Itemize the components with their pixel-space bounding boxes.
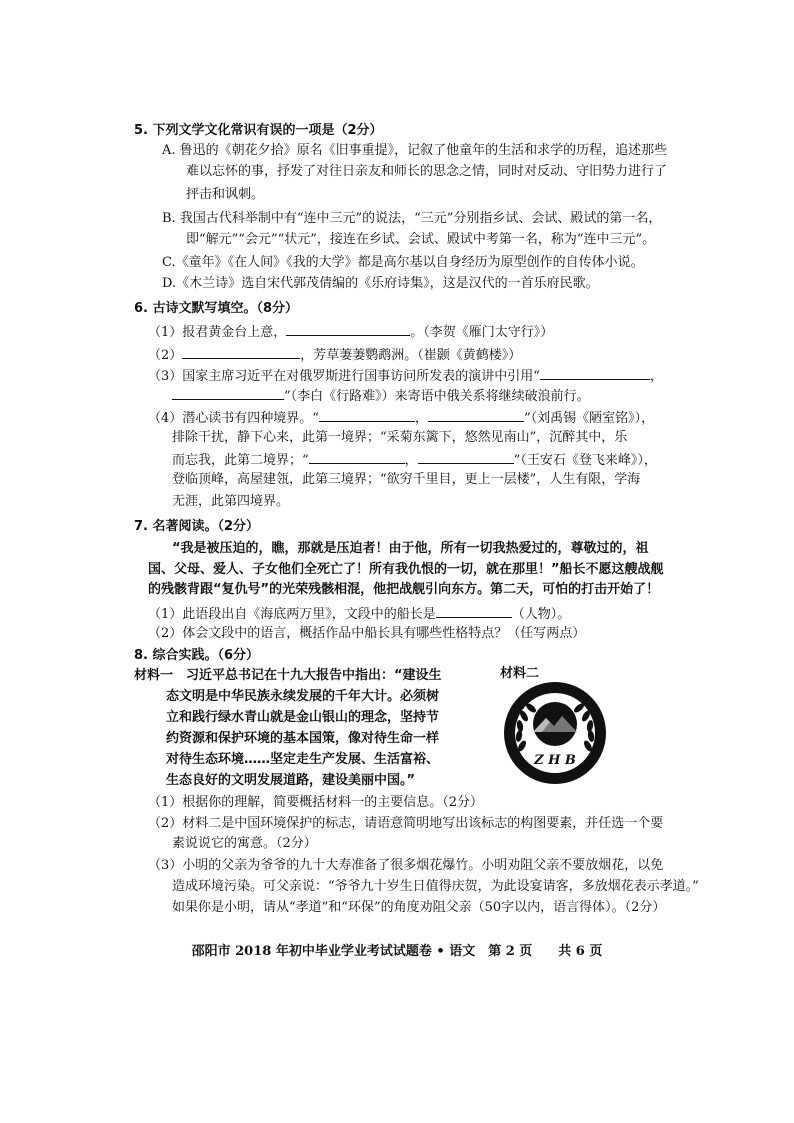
answer-blank[interactable] [428, 407, 524, 422]
q8-material-1-line1: 材料一 习近平总书记在十九大报告中指出：“建设生 [134, 668, 442, 683]
q5-option-d: D.《木兰诗》选自宋代郭茂倩编的《乐府诗集》，这是汉代的一首乐府民歌。 [162, 276, 599, 291]
q6-item-4-line2: 排除干扰，静下心来，此第一境界；“采菊东篱下，悠然见南山”，沉醉其中，乐 [172, 430, 628, 445]
q6-item-4-line1: （4）潜心读书有四种境界。“ ， ”（刘禹锡《陋室铭》）， [148, 407, 654, 429]
q8-item-1: （1）根据你的理解，简要概括材料一的主要信息。（2分） [148, 795, 484, 810]
q5-option-a-line2: 难以忘怀的事，抒发了对往日亲友和师长的思念之情，同时对反动、守旧势力进行了 [186, 164, 668, 179]
question-5-title: 5. 下列文学文化常识有误的一项是（2分） [134, 123, 383, 138]
answer-blank[interactable] [540, 365, 650, 380]
page-footer: 邵阳市 2018 年初中毕业学业考试试题卷 • 语文 第 2 页 共 6 页 [191, 944, 603, 959]
q6-item-4-line4: 登临顶峰，高屋建瓴，此第三境界；“欲穷千里目，更上一层楼”，人生有限，学海 [172, 472, 641, 487]
q5-option-b-line2: 即“解元”“会元”“状元”，接连在乡试、会试、殿试中考第一名，称为“连中三元”。 [186, 232, 656, 247]
q6-item-3-line1: （3）国家主席习近平在对俄罗斯进行国事访问所发表的演讲中引用“ ， [148, 365, 663, 387]
q8-item-3-line1: （3）小明的父亲为爷爷的九十大寿准备了很多烟花爆竹。小明劝阻父亲不要放烟花，以免 [148, 858, 664, 873]
q6-item-2: （2） ，芳草萋萋鹦鹉洲。（崔颢《黄鹤楼》） [148, 344, 521, 366]
q8-material-1-line3: 立和践行绿水青山就是金山银山的理念，坚持节 [166, 710, 440, 725]
q5-option-b-line1: B. 我国古代科举制中有“连中三元”的说法，“三元”分别指乡试、会试、殿试的第一名， [162, 211, 662, 226]
q7-passage-line1: “我是被压迫的，瞧，那就是压迫者！由于他，所有一切我热爱过的，尊敬过的，祖 [172, 541, 649, 556]
logo-letters: Z H B [534, 753, 576, 768]
zhb-environmental-logo [502, 680, 608, 786]
q8-material-1-line5: 对待生态环境……坚定走生产发展、生活富裕、 [166, 752, 440, 767]
answer-blank[interactable] [182, 344, 300, 359]
q6-item-4-line5: 无涯，此第四境界。 [172, 494, 290, 509]
q5-option-a-line3: 抨击和讽刺。 [186, 187, 265, 202]
q7-passage-line2: 国、父母、爱人、子女他们全死亡了！所有我仇恨的一切，就在那里！”船长不愿这艘战舰 [148, 562, 664, 577]
q6-item-4-line3: 而忘我，此第二境界；“ ， ”（王安石《登飞来峰》）， [172, 449, 657, 471]
q8-item-2-line1: （2）材料二是中国环境保护的标志，请语意简明地写出该标志的构图要素，并任选一个要 [148, 816, 664, 831]
answer-blank[interactable] [286, 321, 410, 336]
q8-material-1-line4: 约资源和保护环境的基本国策，像对待生命一样 [166, 731, 440, 746]
question-6-title: 6. 古诗文默写填空。（8分） [134, 301, 299, 316]
answer-blank[interactable] [172, 385, 284, 400]
q7-item-1: （1）此语段出自《海底两万里》，文段中的船长是 （人物）。 [148, 603, 570, 625]
question-7-title: 7. 名著阅读。（2分） [134, 519, 260, 534]
q8-item-3-line3: 如果你是小明，请从“孝道”和“环保”的角度劝阻父亲（50字以内，语言得体）。（2分） [172, 900, 666, 915]
q7-passage-line3: 的残骸背跟“复仇号”的光荣残骸相混，他把战舰引向东方。第二天，可怕的打击开始了！ [148, 582, 660, 597]
answer-blank[interactable] [309, 449, 405, 464]
q8-material-1-line6: 生态良好的文明发展道路，建设美丽中国。” [166, 773, 416, 788]
q5-option-c: C.《童年》《在人间》《我的大学》都是高尔基以自身经历为原型创作的自传体小说。 [162, 255, 644, 270]
q8-material-1-line2: 态文明是中华民族永续发展的千年大计。必须树 [166, 689, 440, 704]
q8-item-2-line2: 素说说它的寓意。（2分） [172, 836, 317, 851]
q6-item-3-line2: ”（李白《行路难》）来寄语中俄关系将继续破浪前行。 [172, 385, 590, 407]
q7-item-2: （2）体会文段中的语言，概括作品中船长具有哪些性格特点？（任写两点） [148, 626, 586, 641]
q6-item-1: （1）报君黄金台上意， 。（李贺《雁门太守行》） [148, 321, 553, 343]
answer-blank[interactable] [418, 449, 514, 464]
q8-material-2-label: 材料二 [500, 666, 540, 681]
q8-item-3-line2: 造成环境污染。可父亲说：“爷爷九十岁生日值得庆贺，为此设宴请客，多放烟花表示孝道。” [172, 879, 699, 894]
answer-blank[interactable] [319, 407, 415, 422]
q5-option-a-line1: A. 鲁迅的《朝花夕拾》原名《旧事重提》，记叙了他童年的生活和求学的历程，追述那些 [162, 143, 668, 158]
question-8-title: 8. 综合实践。（6分） [134, 648, 260, 663]
answer-blank[interactable] [436, 603, 512, 618]
